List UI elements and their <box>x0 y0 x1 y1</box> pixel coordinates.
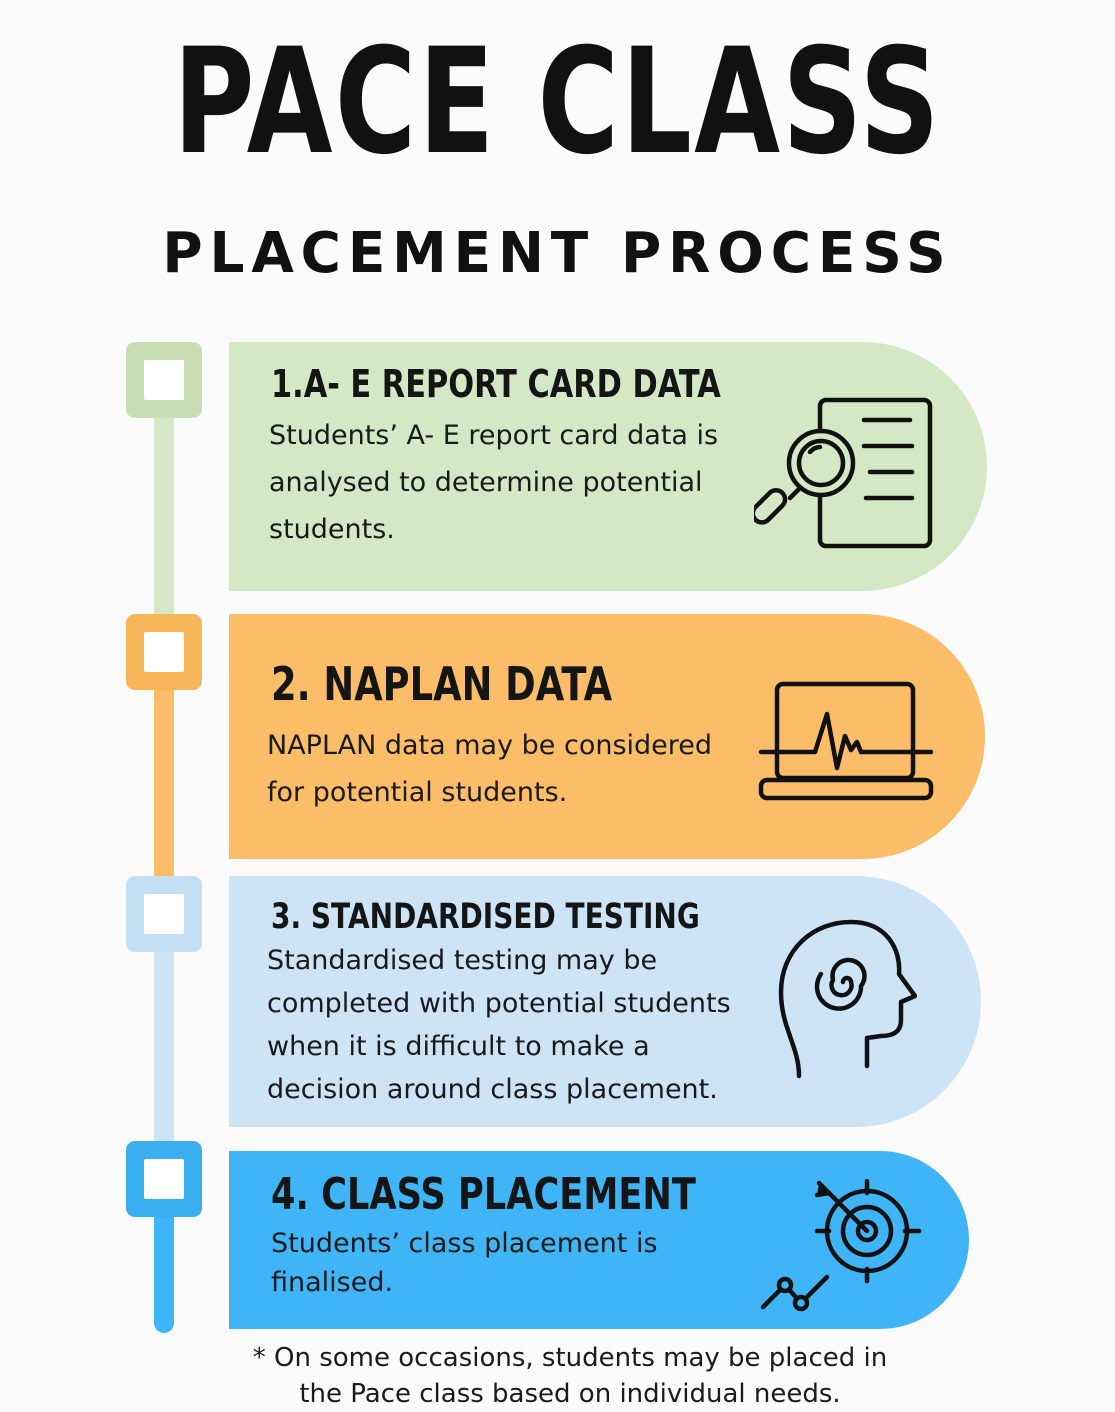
step-2-text-line: NAPLAN data may be considered <box>267 730 713 761</box>
step-3-text-line: decision around class placement. <box>267 1074 718 1105</box>
timeline-connector <box>154 410 174 620</box>
step-4-title: 4. CLASS PLACEMENT <box>271 1169 696 1220</box>
step-1-text-line: students. <box>269 514 395 545</box>
step-3-card <box>229 876 981 1127</box>
step-3-text-line: completed with potential students <box>267 988 731 1019</box>
step-1-card <box>229 342 987 591</box>
target-growth-icon <box>757 1179 937 1319</box>
step-1-marker <box>126 342 202 418</box>
step-2-text-line: for potential students. <box>267 777 568 808</box>
step-4-marker <box>126 1141 202 1217</box>
footnote-line-2: the Pace class based on individual needs. <box>299 1379 841 1409</box>
step-3-text-line: Standardised testing may be <box>267 945 658 976</box>
page-subtitle: PLACEMENT PROCESS <box>162 221 953 286</box>
page-title: PACE CLASS <box>173 17 942 187</box>
step-2-card <box>229 614 985 859</box>
step-2-marker <box>126 614 202 690</box>
step-1-text-line: Students’ A- E report card data is <box>269 420 719 451</box>
step-4-text-line: Students’ class placement is <box>271 1228 658 1259</box>
step-3-marker <box>126 876 202 952</box>
timeline-connector <box>154 1205 174 1333</box>
footnote-line-1: * On some occasions, students may be placed in <box>252 1343 888 1373</box>
document-magnifier-icon <box>754 394 944 554</box>
step-4-text-line: finalised. <box>271 1267 394 1298</box>
head-spiral-icon <box>777 916 917 1086</box>
step-1-text-line: analysed to determine potential <box>269 467 703 498</box>
laptop-pulse-icon <box>757 678 937 808</box>
step-3-text-line: when it is difficult to make a <box>267 1031 650 1062</box>
step-4-card <box>229 1151 969 1329</box>
timeline-connector <box>154 940 174 1155</box>
timeline-connector <box>154 680 174 890</box>
footnote <box>220 1340 920 1412</box>
step-3-title: 3. STANDARDISED TESTING <box>271 897 700 937</box>
step-1-title: 1.A- E REPORT CARD DATA <box>271 362 721 406</box>
step-2-title: 2. NAPLAN DATA <box>271 657 613 711</box>
